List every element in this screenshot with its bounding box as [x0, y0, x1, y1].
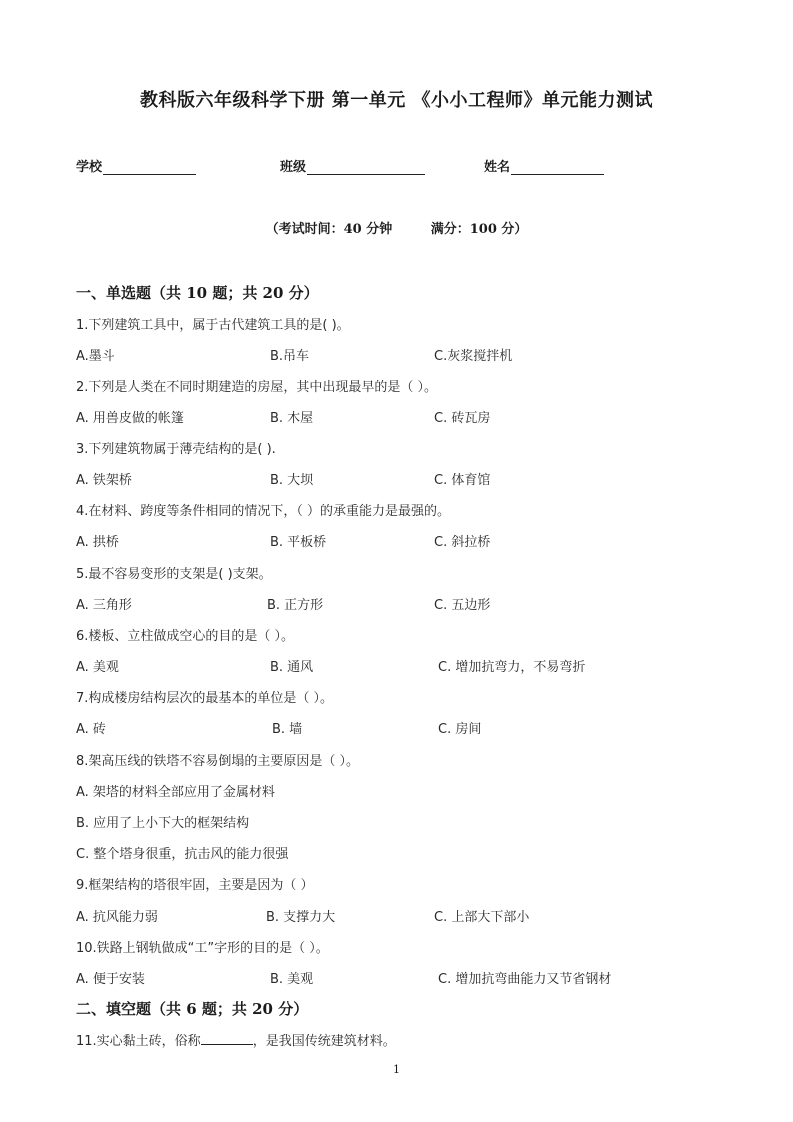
answer-option[interactable]: A. 用兽皮做的帐篷	[76, 411, 184, 426]
answer-option[interactable]: B. 正方形	[267, 598, 324, 613]
answer-option[interactable]: A. 抗风能力弱	[76, 910, 158, 925]
answer-option[interactable]: B.吊车	[270, 349, 310, 364]
question-stem: 9.框架结构的塔很牢固，主要是因为（ ）	[76, 878, 314, 893]
answer-option[interactable]: C. 整个塔身很重，抗击风的能力很强	[76, 847, 289, 862]
answer-option[interactable]: A. 三角形	[76, 598, 132, 613]
question-stem: 1.下列建筑工具中，属于古代建筑工具的是( )。	[76, 318, 350, 333]
exam-time: （考试时间：40 分钟	[265, 222, 393, 237]
fill-in-blank[interactable]	[201, 1032, 253, 1045]
info-field-2	[484, 156, 604, 175]
info-field-0	[76, 156, 196, 175]
answer-option[interactable]: C. 五边形	[434, 598, 491, 613]
answer-option[interactable]: A. 架塔的材料全部应用了金属材料	[76, 785, 275, 800]
answer-option[interactable]: C. 增加抗弯曲能力又节省钢材	[438, 972, 612, 987]
answer-option[interactable]: C.灰浆搅拌机	[434, 349, 513, 364]
question-stem: 6.楼板、立柱做成空心的目的是（ ）。	[76, 629, 295, 644]
answer-option[interactable]: C. 上部大下部小	[434, 910, 530, 925]
info-field-blank[interactable]	[511, 160, 604, 175]
answer-option[interactable]: C. 体育馆	[434, 473, 491, 488]
info-field-1	[280, 156, 425, 175]
answer-option[interactable]: A. 砖	[76, 722, 106, 737]
answer-option[interactable]: B. 应用了上小下大的框架结构	[76, 816, 250, 831]
question-stem: 5.最不容易变形的支架是( )支架。	[76, 567, 272, 582]
answer-option[interactable]: C. 房间	[438, 722, 482, 737]
section-heading: 一、单选题（共 10 题；共 20 分）	[76, 284, 319, 302]
question-stem: 7.构成楼房结构层次的最基本的单位是（ ）。	[76, 691, 334, 706]
fill-in-question	[76, 1030, 396, 1049]
answer-option[interactable]: C. 增加抗弯力，不易弯折	[438, 660, 586, 675]
question-stem: 3.下列建筑物属于薄壳结构的是( ).	[76, 442, 276, 457]
document-title: 教科版六年级科学下册 第一单元 《小小工程师》单元能力测试	[139, 90, 654, 111]
question-stem: 8.架高压线的铁塔不容易倒塌的主要原因是（ ）。	[76, 754, 360, 769]
answer-option[interactable]: B. 通风	[270, 660, 314, 675]
question-stem: 4.在材料、跨度等条件相同的情况下，（ ）的承重能力是最强的。	[76, 504, 451, 519]
answer-option[interactable]: A. 拱桥	[76, 535, 119, 550]
fill-in-after: ，是我国传统建筑材料。	[252, 1034, 396, 1049]
info-field-blank[interactable]	[103, 160, 196, 175]
info-field-label: 学校	[76, 160, 103, 175]
answer-option[interactable]: B. 支撑力大	[266, 910, 336, 925]
answer-option[interactable]: C. 砖瓦房	[434, 411, 491, 426]
page-number: 1	[393, 1063, 400, 1076]
answer-option[interactable]: A. 便于安装	[76, 972, 145, 987]
exam-meta	[0, 218, 793, 237]
info-field-label: 姓名	[484, 160, 511, 175]
answer-option[interactable]: B. 墙	[272, 722, 303, 737]
info-field-blank[interactable]	[307, 160, 425, 175]
answer-option[interactable]: A. 铁架桥	[76, 473, 132, 488]
section-heading: 二、填空题（共 6 题；共 20 分）	[76, 1000, 309, 1018]
answer-option[interactable]: B. 大坝	[270, 473, 314, 488]
answer-option[interactable]: B. 平板桥	[270, 535, 327, 550]
student-info-row	[76, 156, 716, 176]
full-score: 满分：100 分）	[430, 222, 528, 237]
question-stem: 10.铁路上钢轨做成“工”字形的目的是（ ）。	[76, 941, 329, 956]
question-stem: 2.下列是人类在不同时期建造的房屋，其中出现最早的是（ ）。	[76, 380, 438, 395]
answer-option[interactable]: A.墨斗	[76, 349, 115, 364]
answer-option[interactable]: A. 美观	[76, 660, 119, 675]
fill-in-before: 11.实心黏土砖，俗称	[76, 1034, 201, 1049]
answer-option[interactable]: B. 木屋	[270, 411, 314, 426]
info-field-label: 班级	[280, 160, 307, 175]
answer-option[interactable]: B. 美观	[270, 972, 314, 987]
answer-option[interactable]: C. 斜拉桥	[434, 535, 491, 550]
